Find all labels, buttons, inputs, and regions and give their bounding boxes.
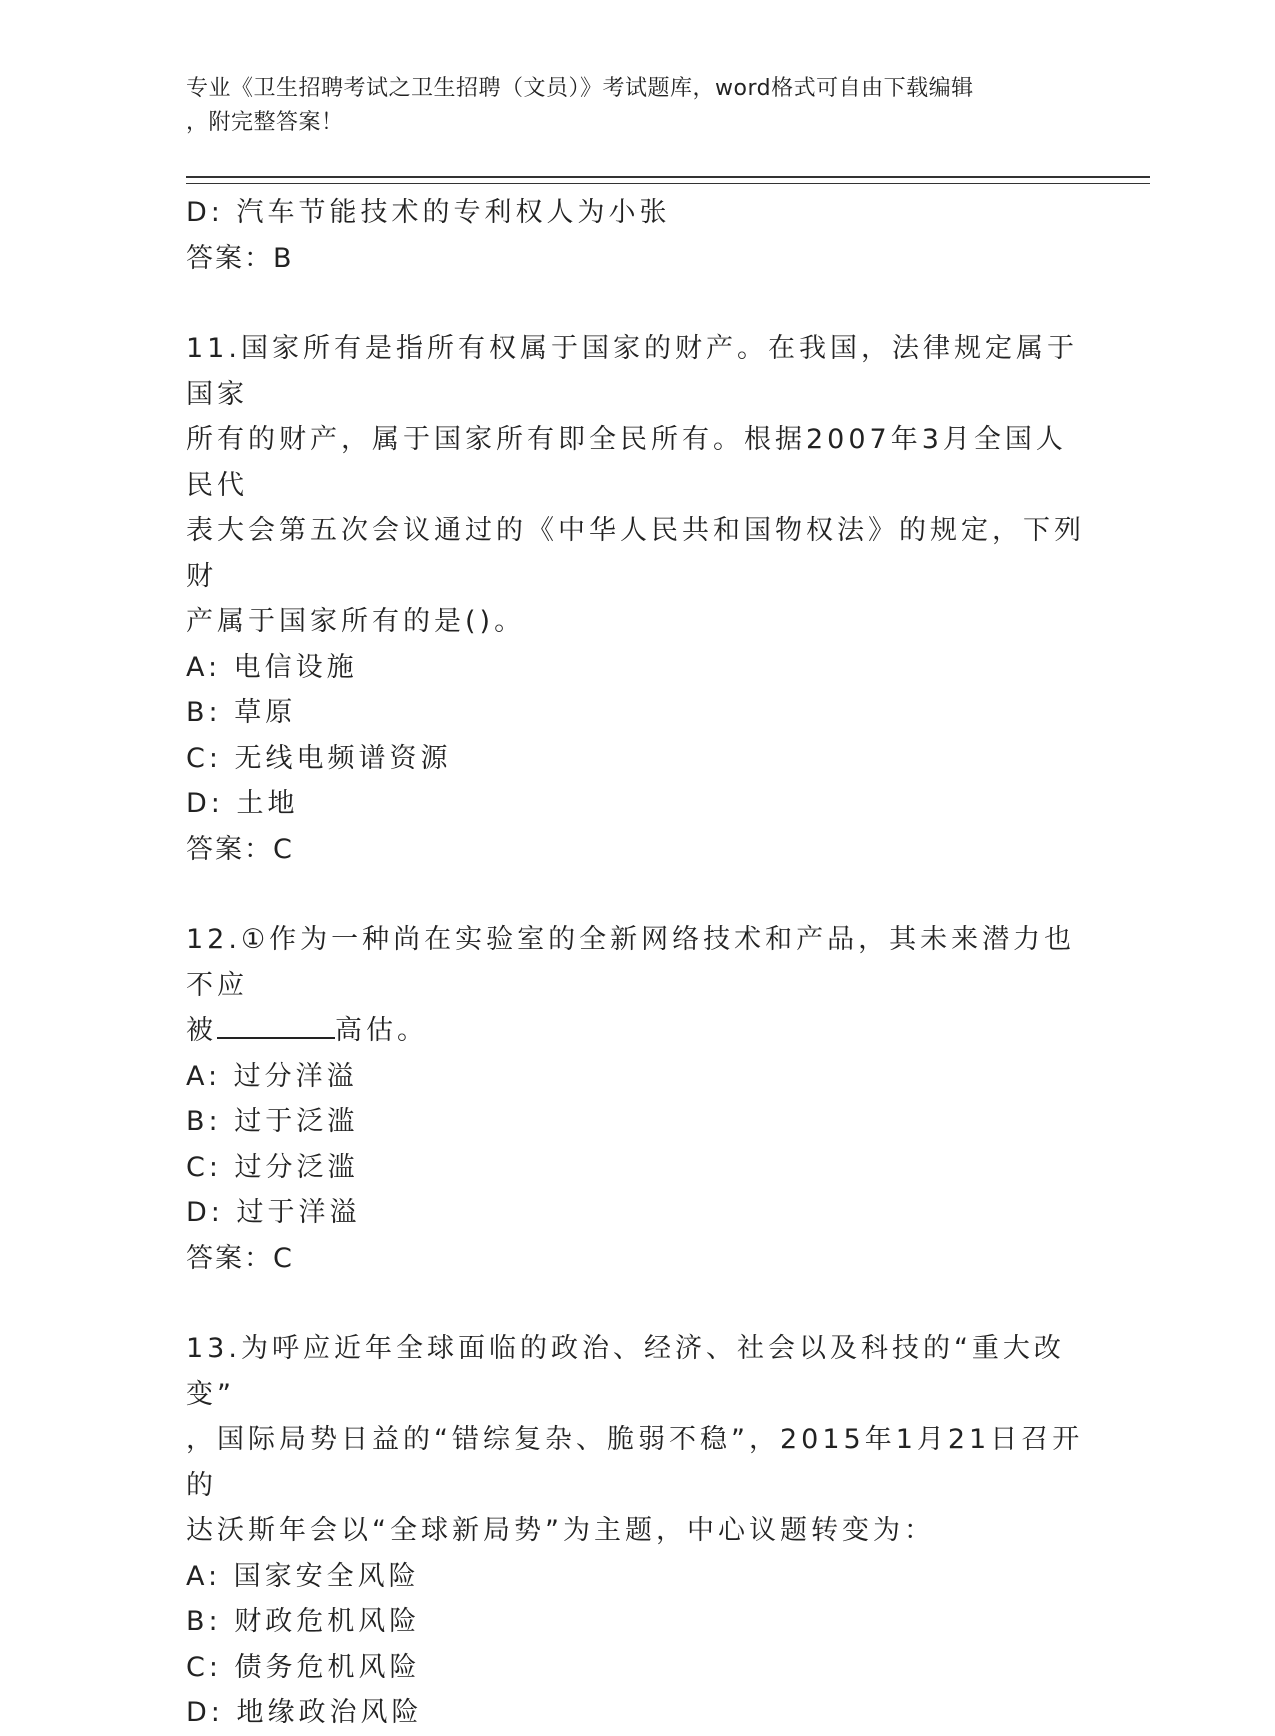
header-line-1: 专业《卫生招聘考试之卫生招聘（文员）》考试题库，word格式可自由下载编辑 (186, 76, 974, 101)
question-13 (186, 1326, 1086, 1736)
answer-label: 答案：C (186, 833, 294, 865)
answer-label: 答案：C (186, 1242, 294, 1274)
option-b: B: 财政危机风险 (186, 1606, 421, 1637)
option-d: D: 过于洋溢 (186, 1197, 361, 1228)
option-d: D: 土地 (186, 788, 299, 819)
option-c: C: 债务危机风险 (186, 1651, 421, 1683)
question-text-line: ，国际局势日益的“错综复杂、脆弱不稳”，2015年1月21日召开的 (186, 1424, 1084, 1501)
fill-in-blank (217, 1009, 335, 1039)
question-text-line: 所有的财产，属于国家所有即全民所有。根据2007年3月全国人民代 (186, 424, 1067, 501)
option-a: A: 电信设施 (186, 651, 358, 683)
document-header (186, 72, 1066, 140)
question-text-line: 13.为呼应近年全球面临的政治、经济、社会以及科技的“重大改变” (186, 1333, 1065, 1410)
option-a: A: 国家安全风险 (186, 1560, 420, 1592)
option-c: C: 无线电频谱资源 (186, 742, 452, 774)
option-d: D: 汽车节能技术的专利权人为小张 (186, 197, 671, 228)
question-text-line: 达沃斯年会以“全球新局势”为主题，中心议题转变为： (186, 1515, 935, 1546)
option-b: B: 过于泛滥 (186, 1106, 359, 1137)
question-text-line: 表大会第五次会议通过的《中华人民共和国物权法》的规定，下列财 (186, 515, 1085, 592)
option-b: B: 草原 (186, 697, 297, 728)
question-content (186, 190, 1086, 1736)
question-12 (186, 917, 1086, 1281)
option-d: D: 地缘政治风险 (186, 1697, 423, 1728)
answer-label: 答案：B (186, 242, 294, 274)
option-c: C: 过分泛滥 (186, 1151, 359, 1183)
header-divider-thin (186, 183, 1150, 184)
option-a: A: 过分洋溢 (186, 1060, 358, 1092)
question-text-before-blank: 被 (186, 1015, 217, 1046)
question-text-line: 11.国家所有是指所有权属于国家的财产。在我国，法律规定属于国家 (186, 333, 1078, 410)
question-text-line: 产属于国家所有的是()。 (186, 606, 526, 637)
header-divider-thick (186, 176, 1150, 178)
question-text-line: 12.①作为一种尚在实验室的全新网络技术和产品，其未来潜力也不应 (186, 924, 1076, 1001)
header-line-2: ，附完整答案！ (186, 110, 344, 135)
question-text-line (186, 1008, 1086, 1054)
question-text-after-blank: 高估。 (335, 1015, 428, 1046)
question-11 (186, 326, 1086, 872)
previous-question-tail (186, 190, 1086, 281)
